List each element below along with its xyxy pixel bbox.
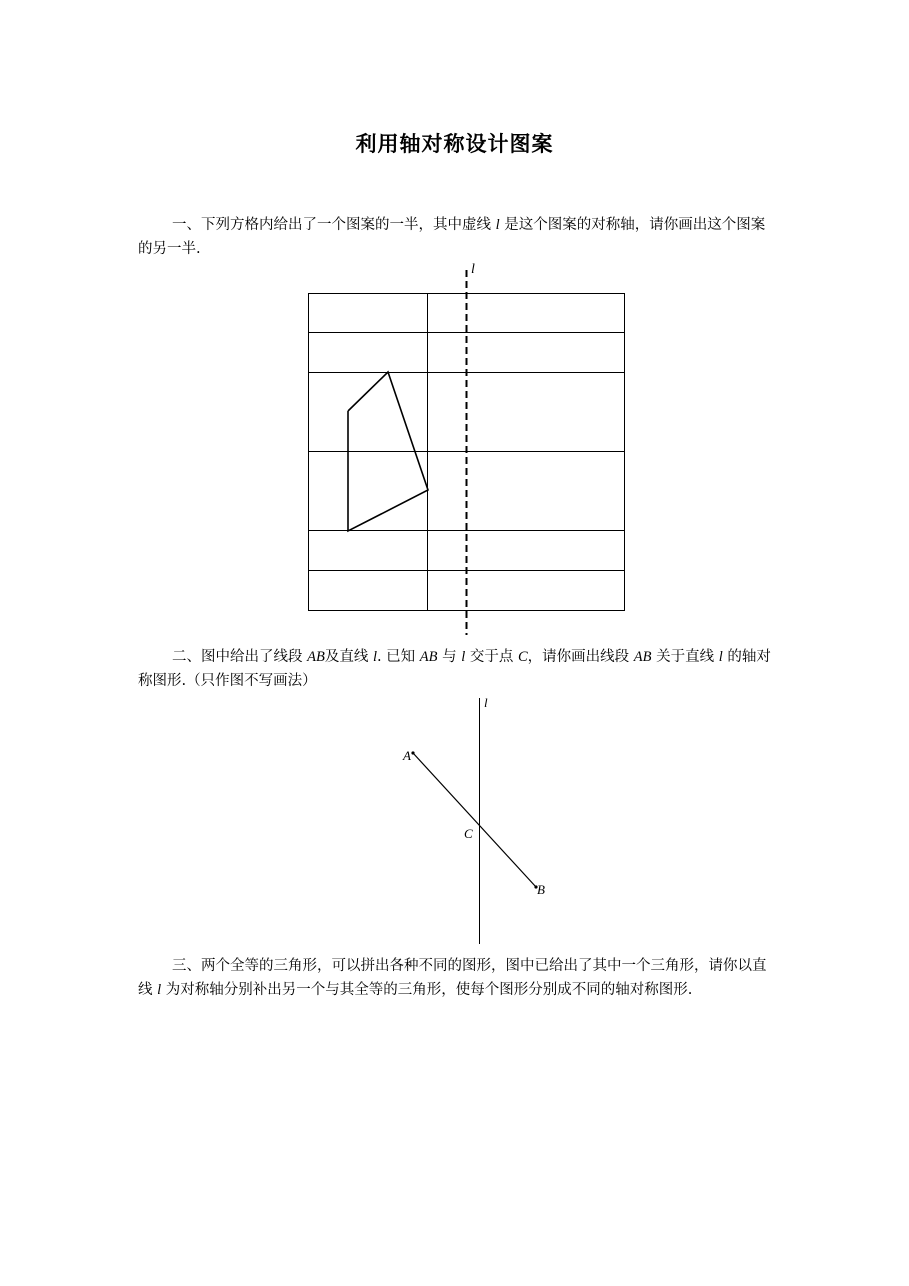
- label-b: B: [537, 882, 545, 897]
- label-a: A: [403, 748, 411, 763]
- question-3-text: 三、两个全等的三角形，可以拼出各种不同的图形，图中已给出了其中一个三角形，请你以直线 l 为对称轴分别补出另一个与其全等的三角形，使每个图形分别成不同的轴对称图形.: [138, 958, 767, 998]
- question-1-text: 一、下列方格内给出了一个图案的一半，其中虚线 l 是这个图案的对称轴，请你画出这个图案的另一半.: [138, 217, 766, 257]
- question-2-text: 二、图中给出了线段 AB及直线 l. 已知 AB 与 l 交于点 C，请你画出线段 AB 关于直线 l 的轴对称图形.（只作图不写画法）: [138, 649, 771, 689]
- page-title: 利用轴对称设计图案: [355, 132, 554, 156]
- figure-1-grid: [300, 258, 640, 643]
- figure-2-segment: [395, 690, 555, 950]
- label-l: l: [484, 695, 488, 710]
- segment-ab: [413, 753, 536, 887]
- label-c: C: [464, 826, 473, 841]
- axis-label-l: l: [471, 262, 475, 277]
- point-a: [411, 751, 414, 754]
